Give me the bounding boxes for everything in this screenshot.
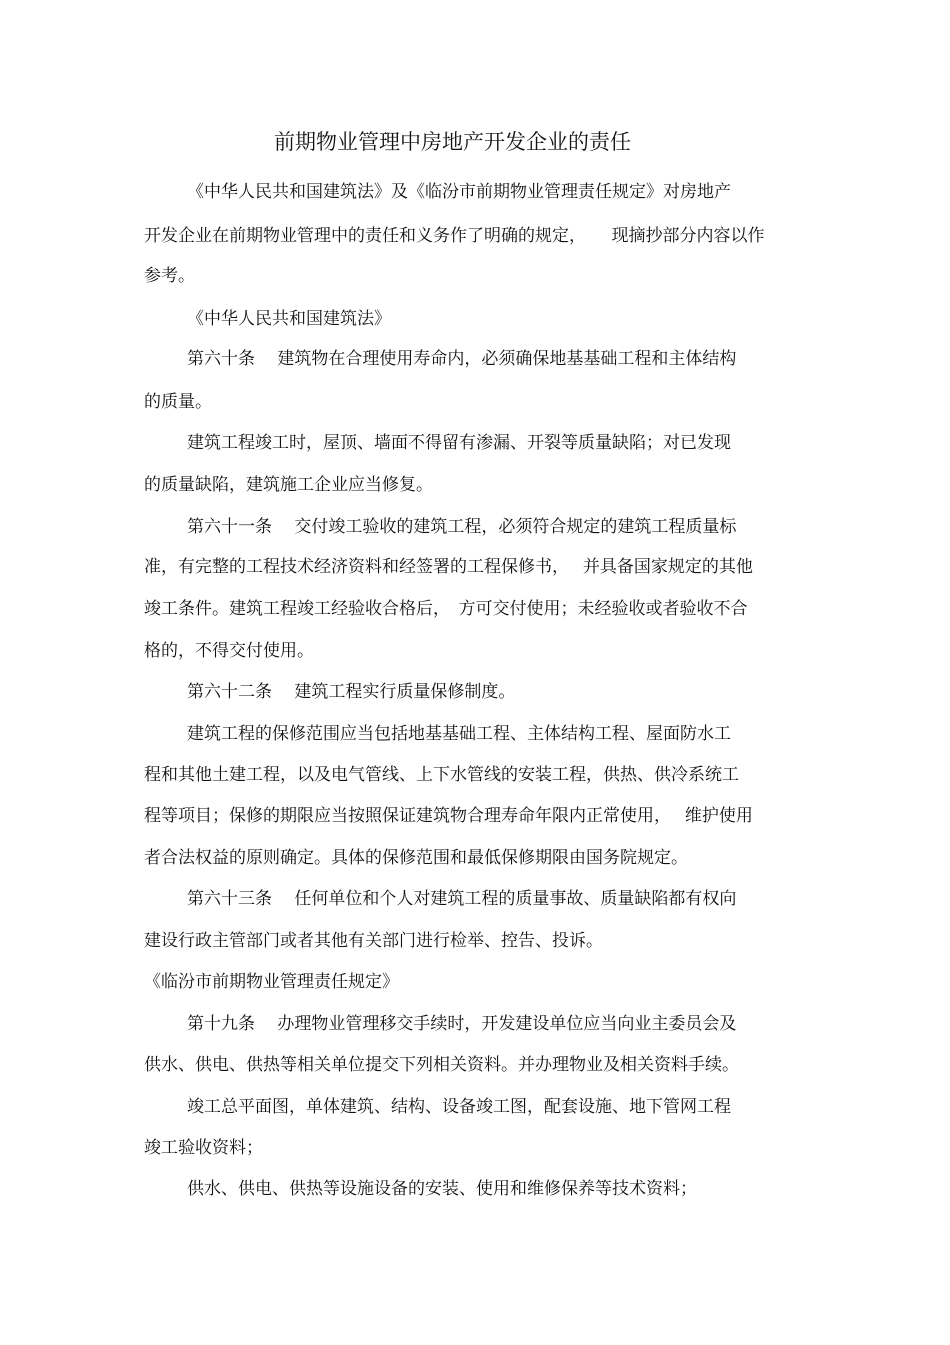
text-line: 程等项目；保修的期限应当按照保证建筑物合理寿命年限内正常使用， 维护使用	[144, 806, 753, 826]
document-title: 前期物业管理中房地产开发企业的责任	[274, 130, 631, 154]
text-line: 建设行政主管部门或者其他有关部门进行检举、控告、投诉。	[144, 931, 603, 951]
text-line: 竣工总平面图，单体建筑、结构、设备竣工图，配套设施、地下管网工程	[187, 1097, 731, 1117]
text-line: 的质量。	[144, 392, 212, 412]
text-line: 竣工条件。建筑工程竣工经验收合格后， 方可交付使用；未经验收或者验收不合	[144, 599, 748, 619]
text-line: 格的，不得交付使用。	[144, 641, 314, 661]
text-line: 参考。	[144, 266, 195, 286]
section-heading: 《中华人民共和国建筑法》	[187, 309, 391, 329]
text-line: 第六十条 建筑物在合理使用寿命内，必须确保地基基础工程和主体结构	[187, 349, 737, 369]
text-line: 准，有完整的工程技术经济资料和经签署的工程保修书， 并具备国家规定的其他	[144, 557, 753, 577]
text-line: 开发企业在前期物业管理中的责任和义务作了明确的规定， 现摘抄部分内容以作	[144, 226, 765, 246]
text-line: 第六十一条 交付竣工验收的建筑工程，必须符合规定的建筑工程质量标	[187, 517, 737, 537]
text-line: 第十九条 办理物业管理移交手续时，开发建设单位应当向业主委员会及	[187, 1014, 737, 1034]
text-line: 《中华人民共和国建筑法》及《临汾市前期物业管理责任规定》对房地产	[187, 182, 731, 202]
text-line: 供水、供电、供热等相关单位提交下列相关资料。并办理物业及相关资料手续。	[144, 1055, 739, 1075]
text-line: 程和其他土建工程，以及电气管线、上下水管线的安装工程，供热、供冷系统工	[144, 765, 739, 785]
text-line: 第六十三条 任何单位和个人对建筑工程的质量事故、质量缺陷都有权向	[187, 889, 737, 909]
text-line: 建筑工程的保修范围应当包括地基基础工程、主体结构工程、屋面防水工	[187, 724, 731, 744]
text-line: 第六十二条 建筑工程实行质量保修制度。	[187, 682, 516, 702]
section-heading: 《临汾市前期物业管理责任规定》	[144, 972, 399, 992]
text-line: 的质量缺陷，建筑施工企业应当修复。	[144, 475, 433, 495]
text-line: 供水、供电、供热等设施设备的安装、使用和维修保养等技术资料；	[187, 1179, 697, 1199]
text-line: 者合法权益的原则确定。具体的保修范围和最低保修期限由国务院规定。	[144, 848, 688, 868]
text-line: 竣工验收资料；	[144, 1138, 263, 1158]
text-line: 建筑工程竣工时，屋顶、墙面不得留有渗漏、开裂等质量缺陷；对已发现	[187, 433, 731, 453]
